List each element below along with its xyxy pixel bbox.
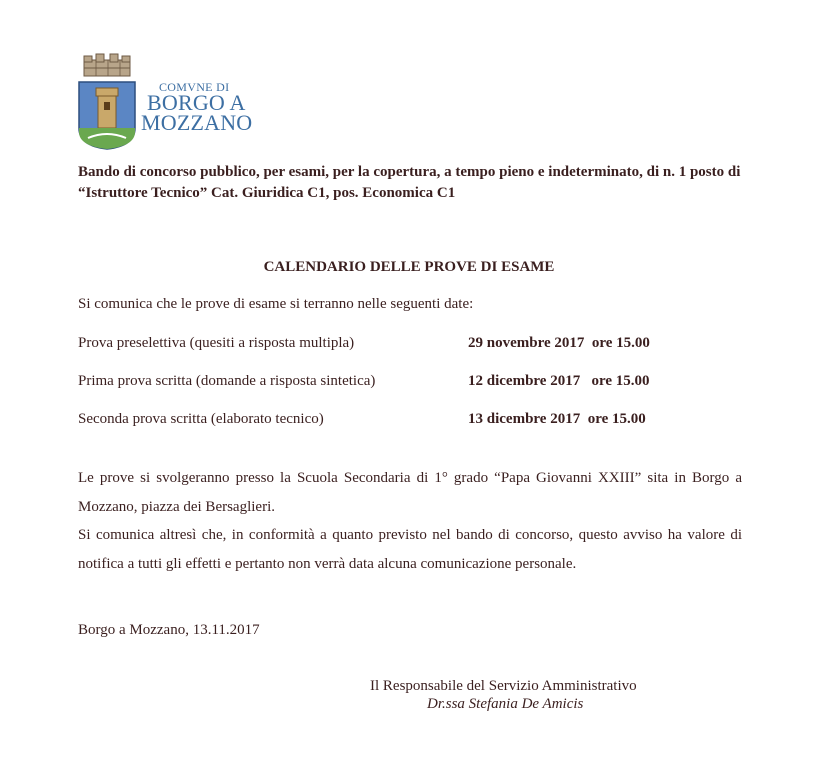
location-paragraph: Le prove si svolgeranno presso la Scuola Secondaria di 1° grado “Papa Giovanni XXIII” sita in Borgo a Mozzano, piazza dei Bersaglieri. (78, 470, 742, 515)
logo-line-2: MOZZANO (141, 110, 253, 135)
exam-date: 29 novembre 2017 ore 15.00 (468, 335, 650, 351)
exam-date: 13 dicembre 2017 ore 15.00 (468, 411, 646, 427)
exam-label: Prima prova scritta (domande a risposta sintetica) (78, 373, 376, 389)
logo-small-text: COMVNE DI (159, 80, 230, 94)
exam-label: Prova preselettiva (quesiti a risposta multipla) (78, 335, 355, 351)
notification-paragraph: Si comunica altresì che, in conformità a quanto previsto nel bando di concorso, questo avviso ha valore di notifica a tutti gli effetti e pertanto non verrà data alcuna comunicazione personale. (78, 527, 742, 572)
exam-date: 12 dicembre 2017 ore 15.00 (468, 373, 650, 389)
exam-label: Seconda prova scritta (elaborato tecnico) (78, 411, 324, 427)
municipality-logo (78, 46, 258, 150)
notice-title: Bando di concorso pubblico, per esami, per la copertura, a tempo pieno e indeterminato, di n. 1 posto di “Istruttore Tecnico” Cat. Giuridica C1, pos. Economica C1 (78, 164, 741, 201)
intro-text: Si comunica che le prove di esame si terranno nelle seguenti date: (78, 296, 474, 312)
body-paragraphs (78, 464, 742, 578)
logo-line-1: BORGO A (147, 90, 246, 115)
signatory-name: Dr.ssa Stefania De Amicis (427, 696, 584, 712)
coat-of-arms-icon (78, 46, 140, 150)
calendar-heading: CALENDARIO DELLE PROVE DI ESAME (263, 259, 555, 275)
signatory-role: Il Responsabile del Servizio Amministrativo (370, 678, 637, 694)
place-and-date: Borgo a Mozzano, 13.11.2017 (78, 622, 260, 638)
